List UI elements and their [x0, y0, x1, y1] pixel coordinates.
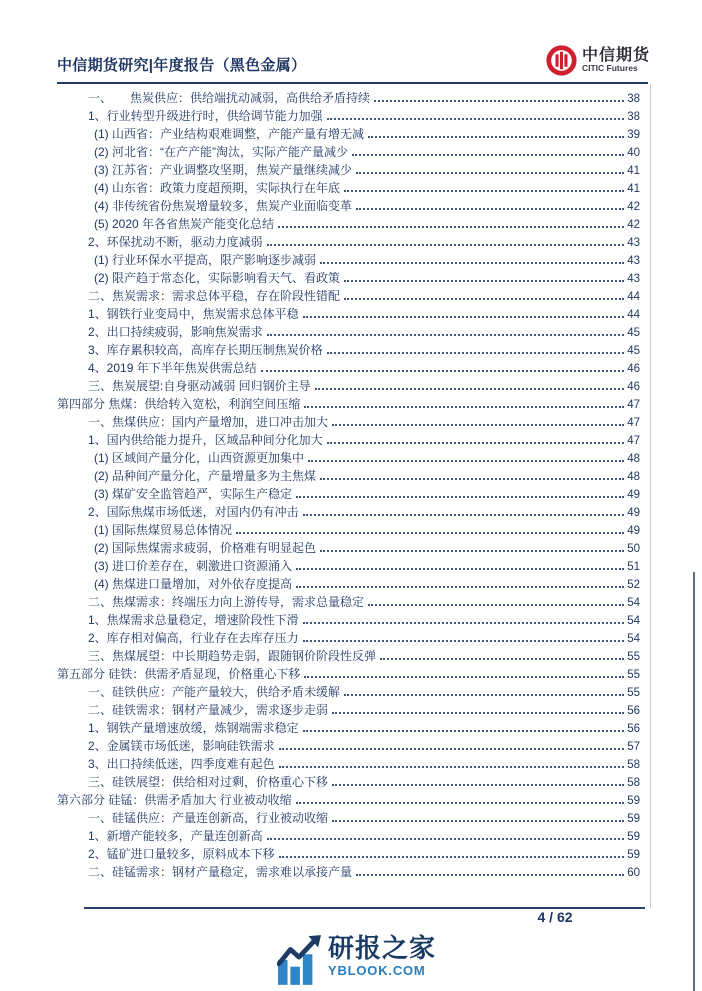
- toc-entry-title: (1) 国际焦煤贸易总体情况: [94, 523, 233, 537]
- toc-dot-leader: [303, 316, 625, 318]
- toc-entry-page: 43: [627, 273, 640, 285]
- toc-entry-title: 2、金属镁市场低迷，影响硅铁需求: [88, 739, 275, 753]
- toc-dot-leader: [267, 838, 625, 840]
- toc-entry-page: 56: [627, 723, 640, 735]
- toc-entry-page: 55: [627, 669, 640, 681]
- toc-dot-leader: [352, 154, 624, 156]
- toc-dot-leader: [303, 514, 625, 516]
- toc-entry[interactable]: [57, 377, 640, 395]
- toc-entry-title: 2、锰矿进口量较多，原料成本下移: [88, 847, 275, 861]
- toc-entry-title: 2、国际焦煤市场低迷，对国内仍有冲击: [88, 505, 299, 519]
- toc-entry[interactable]: [57, 125, 640, 143]
- toc-entry[interactable]: [57, 233, 640, 251]
- toc-dot-leader: [296, 568, 624, 570]
- toc-dot-leader: [344, 694, 624, 696]
- toc-dot-leader: [327, 118, 625, 120]
- toc-dot-leader: [380, 658, 624, 660]
- toc-entry-title: 1、焦煤需求总量稳定，增速阶段性下滑: [88, 613, 299, 627]
- toc-entry-page: 41: [627, 183, 640, 195]
- toc-entry[interactable]: [57, 791, 640, 809]
- toc-entry-title: (3) 煤矿安全监管趋严，实际生产稳定: [94, 487, 293, 501]
- toc-entry[interactable]: [57, 629, 640, 647]
- toc-dot-leader: [278, 226, 624, 228]
- toc-dot-leader: [356, 874, 624, 876]
- toc-entry[interactable]: [57, 719, 640, 737]
- toc-dot-leader: [261, 370, 624, 372]
- toc-entry[interactable]: [57, 449, 640, 467]
- watermark-title: 研报之家: [328, 933, 437, 963]
- toc-entry-page: 48: [627, 453, 640, 465]
- toc-entry-title: (2) 国际焦煤需求疲弱，价格难有明显起色: [94, 541, 317, 555]
- toc-dot-leader: [267, 334, 625, 336]
- toc-entry-page: 38: [627, 93, 640, 105]
- toc-entry-page: 54: [627, 597, 640, 609]
- toc-entry-page: 54: [627, 615, 640, 627]
- toc-entry[interactable]: [57, 683, 640, 701]
- toc-entry-title: 2、环保扰动不断，驱动力度减弱: [88, 235, 263, 249]
- toc-entry[interactable]: [57, 863, 640, 881]
- toc-entry-title: (1) 行业环保水平提高，限产影响逐步减弱: [94, 253, 317, 267]
- toc-entry-title: (4) 山东省：政策力度超预期，实际执行在年底: [94, 181, 341, 195]
- toc-entry-page: 43: [627, 255, 640, 267]
- toc-entry-page: 59: [627, 813, 640, 825]
- toc-entry-title: 二、焦炭需求：需求总体平稳，存在阶段性错配: [88, 289, 341, 303]
- toc-entry-page: 39: [627, 129, 640, 141]
- toc-dot-leader: [344, 280, 624, 282]
- toc-entry[interactable]: [57, 845, 640, 863]
- toc-entry-title: 第六部分 硅锰：供需矛盾加大 行业被动收缩: [57, 793, 292, 807]
- toc-entry[interactable]: [57, 89, 640, 107]
- page-title: 中信期货研究|年度报告（黑色金属）: [57, 57, 307, 74]
- toc-entry-page: 59: [627, 795, 640, 807]
- toc-dot-leader: [236, 532, 624, 534]
- toc-list: [57, 89, 640, 881]
- toc-entry[interactable]: [57, 413, 640, 431]
- toc-entry-page: 47: [627, 435, 640, 447]
- toc-entry-title: (1) 区域间产量分化，山西资源更加集中: [94, 451, 305, 465]
- toc-dot-leader: [320, 550, 624, 552]
- toc-entry-title: (3) 进口价差存在，刺激进口资源涌入: [94, 559, 293, 573]
- toc-entry[interactable]: [57, 701, 640, 719]
- toc-entry[interactable]: [57, 197, 640, 215]
- toc-entry[interactable]: [57, 737, 640, 755]
- toc-entry-title: (2) 河北省：“在产产能”淘汰，实际产能产量减少: [94, 145, 348, 159]
- toc-entry[interactable]: [57, 521, 640, 539]
- toc-entry[interactable]: [57, 179, 640, 197]
- toc-entry-page: 50: [627, 543, 640, 555]
- toc-entry-page: 41: [627, 165, 640, 177]
- toc-entry-title: 三、焦煤展望：中长期趋势走弱，跟随钢价阶段性反弹: [88, 649, 377, 663]
- toc-entry-page: 42: [627, 201, 640, 213]
- toc-entry-title: (1) 山西省：产业结构艰难调整，产能产量有增无减: [94, 127, 365, 141]
- toc-entry-title: 3、出口持续低迷，四季度难有起色: [88, 757, 275, 771]
- toc-entry-page: 55: [627, 687, 640, 699]
- toc-dot-leader: [304, 676, 624, 678]
- toc-entry-page: 56: [627, 705, 640, 717]
- toc-dot-leader: [332, 820, 624, 822]
- toc-dot-leader: [344, 298, 624, 300]
- toc-entry[interactable]: [57, 107, 640, 125]
- toc-entry[interactable]: [57, 539, 640, 557]
- toc-entry-title: 1、行业转型升级进行时，供给调节能力加强: [88, 109, 323, 123]
- toc-entry[interactable]: [57, 215, 640, 233]
- toc-dot-leader: [344, 190, 624, 192]
- toc-dot-leader: [368, 136, 624, 138]
- toc-entry[interactable]: [57, 323, 640, 341]
- toc-entry-page: 46: [627, 381, 640, 393]
- toc-entry-title: 一、硅铁供应：产能产量较大，供给矛盾未缓解: [88, 685, 341, 699]
- toc-entry-page: 49: [627, 489, 640, 501]
- toc-entry-page: 38: [627, 111, 640, 123]
- toc-entry-page: 59: [627, 849, 640, 861]
- toc-entry[interactable]: [57, 611, 640, 629]
- toc-entry[interactable]: [57, 773, 640, 791]
- scan-border-right-inner: [650, 84, 651, 908]
- toc-dot-leader: [320, 478, 624, 480]
- toc-entry[interactable]: [57, 143, 640, 161]
- toc-entry[interactable]: [57, 161, 640, 179]
- toc-entry[interactable]: [57, 485, 640, 503]
- toc-dot-leader: [304, 406, 624, 408]
- toc-dot-leader: [320, 262, 624, 264]
- toc-entry-page: 45: [627, 345, 640, 357]
- toc-entry-page: 60: [627, 867, 640, 879]
- logo-brand-en: CITIC Futures: [581, 63, 638, 74]
- toc-entry[interactable]: [57, 593, 640, 611]
- toc-dot-leader: [279, 766, 625, 768]
- toc-entry-title: 2、出口持续疲弱，影响焦炭需求: [88, 325, 263, 339]
- toc-entry-title: (2) 品种间产量分化，产量增量多为主焦煤: [94, 469, 317, 483]
- toc-dot-leader: [332, 784, 624, 786]
- bar-chart-arrow-icon: [277, 934, 321, 985]
- toc-entry-title: 1、钢铁行业变局中，焦炭需求总体平稳: [88, 307, 299, 321]
- toc-entry-page: 45: [627, 327, 640, 339]
- toc-dot-leader: [303, 622, 625, 624]
- toc-entry-title: (5) 2020 年各省焦炭产能变化总结: [94, 217, 275, 231]
- toc-entry[interactable]: [57, 395, 640, 413]
- watermark-wordmark: [328, 934, 436, 978]
- toc-dot-leader: [374, 100, 624, 102]
- watermark-site: YBLOOK.COM: [328, 962, 426, 978]
- toc-entry-page: 59: [627, 831, 640, 843]
- toc-dot-leader: [279, 748, 625, 750]
- toc-entry-page: 51: [627, 561, 640, 573]
- toc-entry-title: (4) 非传统省份焦炭增量较多，焦炭产业面临变革: [94, 199, 353, 213]
- toc-entry-page: 42: [627, 219, 640, 231]
- toc-dot-leader: [267, 244, 625, 246]
- toc-dot-leader: [332, 712, 624, 714]
- toc-entry-title: 三、焦炭展望:自身驱动减弱 回归钢价主导: [88, 379, 311, 393]
- toc-entry[interactable]: [57, 467, 640, 485]
- toc-entry-title: 一、焦煤供应：国内产量增加，进口冲击加大: [88, 415, 329, 429]
- toc-dot-leader: [296, 802, 625, 804]
- toc-entry-page: 57: [627, 741, 640, 753]
- toc-entry-title: (4) 焦煤进口量增加，对外依存度提高: [94, 577, 293, 591]
- toc-entry-page: 40: [627, 147, 640, 159]
- citic-futures-logo: [546, 45, 650, 76]
- toc-entry-title: 3、库存累积较高，高库存长期压制焦炭价格: [88, 343, 323, 357]
- toc-entry-page: 47: [627, 417, 640, 429]
- toc-dot-leader: [296, 496, 624, 498]
- toc-entry-page: 58: [627, 759, 640, 771]
- toc-dot-leader: [332, 424, 624, 426]
- toc-entry-title: 1、新增产能较多，产量连创新高: [88, 829, 263, 843]
- toc-entry[interactable]: [57, 251, 640, 269]
- toc-entry-page: 55: [627, 651, 640, 663]
- toc-entry-title: (3) 江苏省：产业调整攻坚期，焦炭产量继续减少: [94, 163, 353, 177]
- toc-entry-title: 4、2019 年下半年焦炭供需总结: [88, 361, 257, 375]
- toc-dot-leader: [356, 172, 624, 174]
- page-indicator: 4 / 62: [537, 909, 573, 925]
- toc-entry[interactable]: [57, 431, 640, 449]
- toc-dot-leader: [303, 640, 625, 642]
- toc-entry-page: 46: [627, 363, 640, 375]
- toc-entry-title: 第五部分 硅铁：供需矛盾显现，价格重心下移: [57, 667, 301, 681]
- toc-entry-page: 47: [627, 399, 640, 411]
- scan-border-right-outer: [693, 572, 695, 991]
- toc-entry[interactable]: [57, 575, 640, 593]
- toc-entry[interactable]: [57, 809, 640, 827]
- toc-dot-leader: [327, 352, 625, 354]
- toc-entry[interactable]: [57, 503, 640, 521]
- toc-entry[interactable]: [57, 665, 640, 683]
- toc-dot-leader: [308, 460, 624, 462]
- toc-entry-title: 三、硅铁展望：供给相对过剩，价格重心下移: [88, 775, 329, 789]
- toc-dot-leader: [279, 856, 625, 858]
- toc-entry[interactable]: [57, 269, 640, 287]
- toc-entry-page: 49: [627, 525, 640, 537]
- toc-dot-leader: [303, 730, 625, 732]
- toc-entry-page: 44: [627, 309, 640, 321]
- logo-brand-cn: 中信期货: [581, 46, 650, 64]
- toc-dot-leader: [368, 604, 624, 606]
- toc-entry-title: 第四部分 焦煤：供给转入宽松，利润空间压缩: [57, 397, 301, 411]
- yblook-watermark: [277, 934, 436, 985]
- toc-dot-leader: [296, 586, 624, 588]
- toc-entry-title: 2、库存相对偏高，行业存在去库存压力: [88, 631, 299, 645]
- toc-entry-page: 48: [627, 471, 640, 483]
- toc-entry[interactable]: [57, 341, 640, 359]
- toc-entry[interactable]: [57, 305, 640, 323]
- toc-entry-title: 一、 焦炭供应：供给端扰动减弱，高供给矛盾持续: [88, 91, 371, 105]
- toc-dot-leader: [315, 388, 625, 390]
- toc-entry-title: (2) 限产趋于常态化，实际影响看天气、看政策: [94, 271, 341, 285]
- citic-emblem-icon: [546, 45, 577, 76]
- toc-entry-title: 1、国内供给能力提升，区域品种间分化加大: [88, 433, 323, 447]
- toc-entry[interactable]: [57, 647, 640, 665]
- toc-entry[interactable]: [57, 359, 640, 377]
- toc-entry-title: 二、硅铁需求：钢材产量减少，需求逐步走弱: [88, 703, 329, 717]
- toc-dot-leader: [327, 442, 625, 444]
- toc-entry-page: 58: [627, 777, 640, 789]
- toc-entry[interactable]: [57, 287, 640, 305]
- toc-entry-page: 54: [627, 633, 640, 645]
- toc-entry-page: 43: [627, 237, 640, 249]
- toc-entry[interactable]: [57, 557, 640, 575]
- header-divider: [57, 82, 648, 84]
- toc-entry[interactable]: [57, 755, 640, 773]
- toc-entry[interactable]: [57, 827, 640, 845]
- toc-entry-page: 49: [627, 507, 640, 519]
- toc-entry-page: 52: [627, 579, 640, 591]
- toc-entry-title: 一、硅锰供应：产量连创新高，行业被动收缩: [88, 811, 329, 825]
- logo-wordmark: [582, 48, 650, 74]
- toc-dot-leader: [356, 208, 624, 210]
- toc-entry-title: 1、钢铁产量增速放缓，炼钢端需求稳定: [88, 721, 299, 735]
- toc-entry-page: 44: [627, 291, 640, 303]
- toc-entry-title: 二、焦煤需求：终端压力向上游传导，需求总量稳定: [88, 595, 365, 609]
- toc-entry-title: 二、硅锰需求：钢材产量稳定，需求难以承接产量: [88, 865, 353, 879]
